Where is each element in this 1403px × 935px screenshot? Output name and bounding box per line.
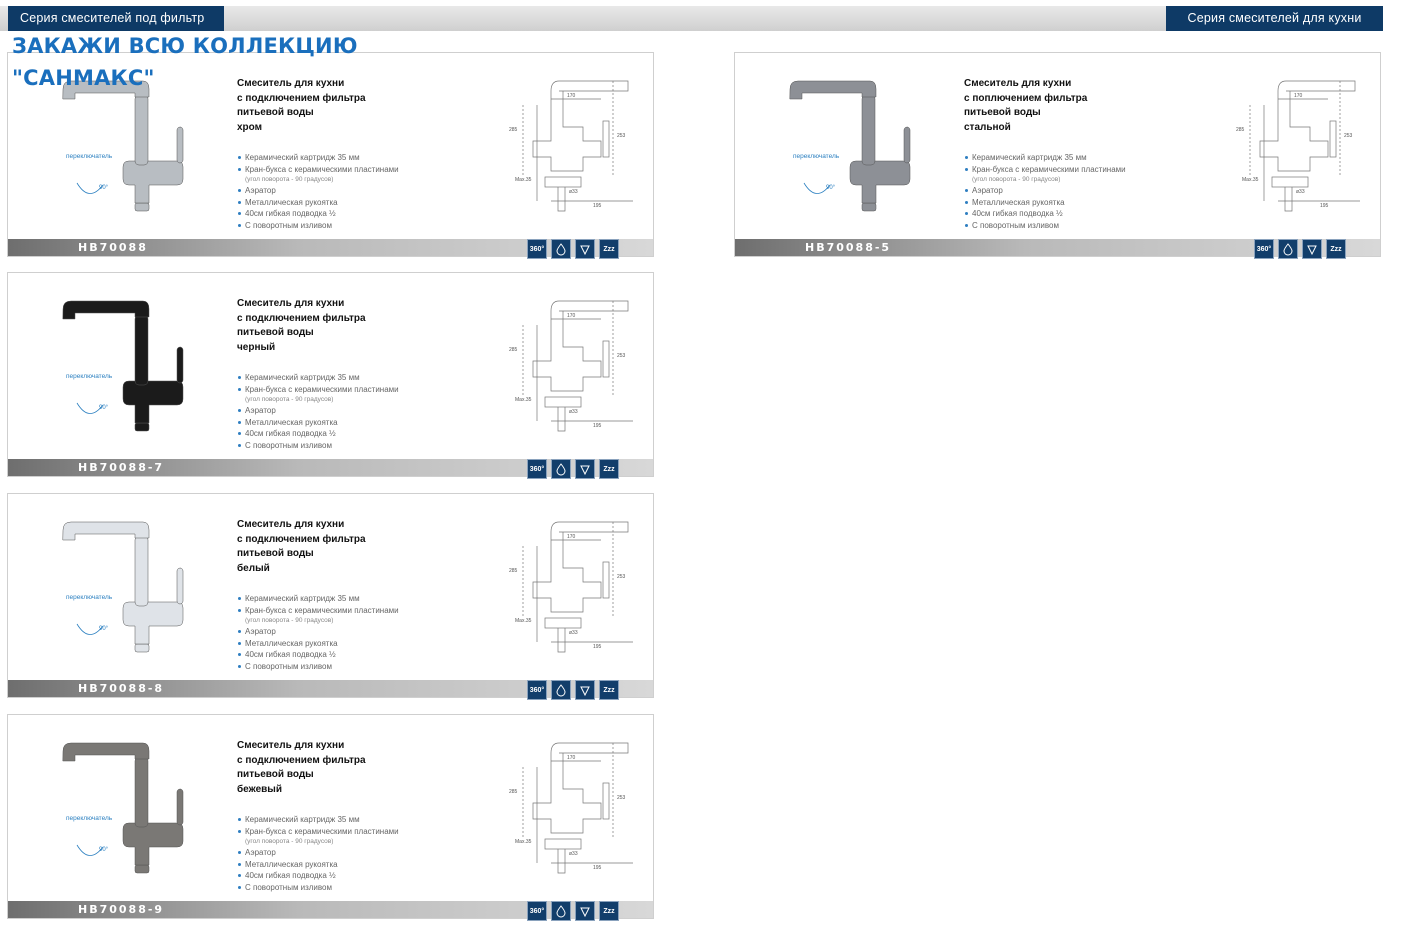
feature-icons [527,901,619,921]
water-drop-icon [1278,239,1298,259]
dim-170: 170 [567,755,576,761]
switch-label: переключатель [66,594,113,601]
feature-text: Кран-букса с керамическими пластинами [245,164,399,174]
feature-text: Кран-букса с керамическими пластинами [245,605,399,615]
dim-33: ø33 [1296,189,1305,195]
faucet-image [53,75,203,225]
feature-item: Аэратор [965,185,1126,197]
angle-label: 90° [99,185,109,191]
feature-item: С поворотным изливом [238,661,399,673]
feature-list [238,372,399,451]
angle-label: 90° [99,847,109,853]
feature-icons [527,680,619,700]
aerator-icon [575,239,595,259]
feature-item [238,384,399,406]
feature-text: Кран-букса с керамическими пластинами [972,164,1126,174]
title-line: Смеситель для кухни [237,298,345,309]
product-title [237,739,366,797]
faucet-image [53,516,203,666]
feature-item: С поворотным изливом [238,440,399,452]
dim-max35: Max.35 [515,177,532,183]
silent-icon: Zzz [1326,239,1346,259]
angle-label: 90° [826,185,836,191]
title-color-line: белый [237,562,270,574]
dim-max35: Max.35 [1242,177,1259,183]
product-card-3 [7,272,654,477]
switch-label: переключатель [66,153,113,160]
title-line: с подключением фильтра [237,533,366,545]
faucet-image [53,737,203,887]
silent-icon: Zzz [599,901,619,921]
rotation-360-icon: 360° [1254,239,1274,259]
title-line: Смеситель для кухни [237,78,345,89]
feature-item [238,605,399,627]
feature-icons [1254,239,1346,259]
feature-list [238,593,399,672]
angle-label: 90° [99,405,109,411]
feature-item: С поворотным изливом [238,220,399,232]
silent-icon: Zzz [599,459,619,479]
model-number: HB70088-5 [805,241,892,254]
dim-33: ø33 [569,409,578,415]
feature-text: Кран-букса с керамическими пластинами [245,826,399,836]
feature-subtext: (угол поворота - 90 градусов) [245,396,334,403]
dim-170: 170 [567,313,576,319]
water-drop-icon [551,239,571,259]
technical-drawing [503,71,643,221]
dim-33: ø33 [569,851,578,857]
feature-item: 40см гибкая подводка ½ [238,649,399,661]
dim-285: 285 [509,347,518,353]
feature-item: 40см гибкая подводка ½ [965,208,1126,220]
dim-195: 195 [593,203,602,209]
feature-subtext: (угол поворота - 90 градусов) [245,617,334,624]
feature-item: Металлическая рукоятка [238,197,399,209]
title-line: Смеситель для кухни [964,78,1072,89]
feature-list [238,152,399,231]
aerator-icon [1302,239,1322,259]
dim-max35: Max.35 [515,618,532,624]
feature-list [238,814,399,893]
title-line: питьевой воды [237,769,314,780]
model-number: HB70088 [78,241,148,254]
feature-item: Керамический картридж 35 мм [238,814,399,826]
feature-item: Металлическая рукоятка [238,859,399,871]
feature-item: Аэратор [238,626,399,638]
faucet-image [53,295,203,445]
rotation-360-icon: 360° [527,459,547,479]
product-card-4 [7,493,654,698]
technical-drawing [1230,71,1370,221]
feature-item: 40см гибкая подводка ½ [238,208,399,220]
title-line: питьевой воды [964,107,1041,118]
title-line: Смеситель для кухни [237,740,345,751]
product-title [237,518,366,576]
feature-item: Металлическая рукоятка [238,417,399,429]
filter-series-tab[interactable]: Серия смесителей под фильтр [8,6,224,31]
title-line: питьевой воды [237,327,314,338]
dim-170: 170 [1294,93,1303,99]
water-drop-icon [551,459,571,479]
water-drop-icon [551,680,571,700]
feature-item [965,164,1126,186]
product-card-5 [7,714,654,919]
feature-subtext: (угол поворота - 90 градусов) [245,176,334,183]
water-drop-icon [551,901,571,921]
dim-285: 285 [1236,127,1245,133]
title-line: Смеситель для кухни [237,519,345,530]
product-title [237,297,366,355]
aerator-icon [575,459,595,479]
dim-195: 195 [593,865,602,871]
faucet-image [780,75,930,225]
dim-253: 253 [617,353,626,359]
dim-max35: Max.35 [515,839,532,845]
promo-banner [12,30,358,94]
title-color-line: стальной [964,121,1011,133]
title-line: с подключением фильтра [237,754,366,766]
dim-285: 285 [509,127,518,133]
feature-item: Аэратор [238,185,399,197]
aerator-icon [575,901,595,921]
dim-253: 253 [617,574,626,580]
feature-item: Металлическая рукоятка [238,638,399,650]
dim-285: 285 [509,568,518,574]
angle-label: 90° [99,626,109,632]
feature-subtext: (угол поворота - 90 градусов) [972,176,1061,183]
feature-item: Аэратор [238,847,399,859]
feature-icons [527,239,619,259]
feature-item: С поворотным изливом [965,220,1126,232]
switch-label: переключатель [793,153,840,160]
technical-drawing [503,291,643,441]
dim-33: ø33 [569,630,578,636]
feature-icons [527,459,619,479]
kitchen-series-tab[interactable]: Серия смесителей для кухни [1166,6,1383,31]
dim-253: 253 [617,795,626,801]
feature-item: Керамический картридж 35 мм [965,152,1126,164]
feature-item: Аэратор [238,405,399,417]
model-number: HB70088-9 [78,903,165,916]
silent-icon: Zzz [599,239,619,259]
title-color-line: хром [237,121,263,133]
promo-line-2: "САНМАКС" [12,66,155,90]
dim-33: ø33 [569,189,578,195]
dim-max35: Max.35 [515,397,532,403]
dim-195: 195 [1320,203,1329,209]
feature-item: Металлическая рукоятка [965,197,1126,209]
title-line: питьевой воды [237,107,314,118]
feature-item: 40см гибкая подводка ½ [238,870,399,882]
dim-253: 253 [1344,133,1353,139]
product-card-2 [734,52,1381,257]
feature-item: С поворотным изливом [238,882,399,894]
rotation-360-icon: 360° [527,680,547,700]
rotation-360-icon: 360° [527,901,547,921]
dim-285: 285 [509,789,518,795]
dim-253: 253 [617,133,626,139]
switch-label: переключатель [66,815,113,822]
technical-drawing [503,733,643,883]
feature-item: Керамический картридж 35 мм [238,152,399,164]
feature-item: 40см гибкая подводка ½ [238,428,399,440]
feature-item [238,826,399,848]
dim-195: 195 [593,644,602,650]
technical-drawing [503,512,643,662]
title-line: питьевой воды [237,548,314,559]
feature-text: Кран-букса с керамическими пластинами [245,384,399,394]
silent-icon: Zzz [599,680,619,700]
feature-subtext: (угол поворота - 90 градусов) [245,838,334,845]
title-line: с подключением фильтра [237,92,366,104]
promo-line-1: ЗАКАЖИ ВСЮ КОЛЛЕКЦИЮ [12,34,358,58]
feature-item [238,164,399,186]
feature-item: Керамический картридж 35 мм [238,372,399,384]
product-title [964,77,1087,135]
model-number: HB70088-7 [78,461,165,474]
title-line: с подключением фильтра [237,312,366,324]
dim-195: 195 [593,423,602,429]
aerator-icon [575,680,595,700]
feature-list [965,152,1126,231]
model-number: HB70088-8 [78,682,165,695]
dim-170: 170 [567,534,576,540]
rotation-360-icon: 360° [527,239,547,259]
title-line: с поплючением фильтра [964,92,1088,104]
title-color-line: бежевый [237,783,282,795]
switch-label: переключатель [66,373,113,380]
feature-item: Керамический картридж 35 мм [238,593,399,605]
title-color-line: черный [237,341,276,353]
dim-170: 170 [567,93,576,99]
